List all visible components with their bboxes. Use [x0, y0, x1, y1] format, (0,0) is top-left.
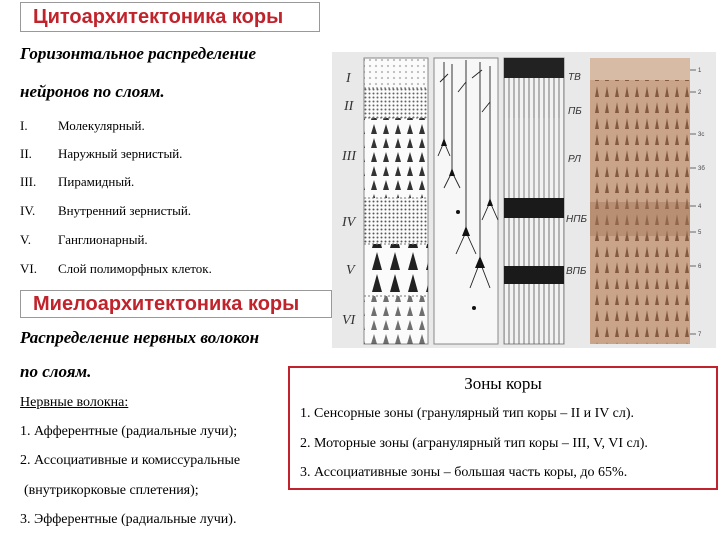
zones-title: Зоны коры	[464, 374, 542, 393]
fiber-item: 2. Ассоциативные и комиссуральные	[20, 453, 241, 468]
stained-section-photo	[590, 58, 690, 344]
myelo-column	[504, 58, 564, 344]
photo-tick: 6	[698, 264, 702, 270]
myelo-label: ВПБ	[566, 266, 587, 277]
layer-name: Пирамидный.	[58, 174, 135, 189]
layer-name: Внутренний зернистый.	[58, 203, 192, 218]
cortex-layers-figure	[332, 52, 716, 348]
zone-item: 1. Сенсорные зоны (гранулярный тип коры – II и IV сл).	[300, 406, 634, 421]
golgi-column	[434, 58, 498, 344]
photo-tick: 7	[698, 332, 702, 338]
myelo-label: НПБ	[566, 214, 587, 225]
roman-label: VI	[342, 313, 356, 328]
layer-name: Ганглионарный.	[58, 232, 148, 247]
layer-name: Наружный зернистый.	[58, 146, 183, 161]
layer-num: IV.	[20, 203, 36, 218]
zones-box	[288, 366, 718, 490]
roman-label: II	[344, 99, 354, 114]
cyto-title: Цитоархитектоника коры	[20, 2, 320, 32]
cortex-illustration	[332, 52, 716, 348]
fibers-heading: Нервные волокна:	[20, 395, 129, 410]
photo-tick: 4	[698, 204, 702, 210]
cyto-subtitle-line2: нейронов по слоям.	[20, 82, 165, 101]
photo-tick: 2	[698, 90, 702, 96]
fiber-item: 1. Афферентные (радиальные лучи);	[20, 424, 238, 439]
photo-tick: 1	[698, 68, 702, 74]
layer-num: I.	[20, 118, 28, 133]
zone-item: 2. Моторные зоны (агранулярный тип коры – III, V, VI сл).	[300, 436, 648, 451]
photo-tick: 5	[698, 230, 702, 236]
layer-name: Слой полиморфных клеток.	[58, 261, 212, 276]
layer-num: II.	[20, 146, 32, 161]
photo-tick: 3c	[698, 132, 705, 138]
fiber-item: 3. Эфферентные (радиальные лучи).	[20, 512, 237, 527]
zone-item: 3. Ассоциативные зоны – большая часть коры, до 65%.	[300, 465, 628, 480]
myelo-label: ТВ	[568, 72, 581, 83]
layer-num: V.	[20, 232, 31, 247]
myelo-subtitle-line1: Распределение нервных волокон	[20, 328, 260, 347]
roman-label: III	[342, 149, 356, 164]
fiber-item: (внутрикорковые сплетения);	[24, 483, 199, 498]
cyto-subtitle-line1: Горизонтальное распределение	[20, 44, 257, 63]
photo-tick: 3б	[698, 166, 705, 172]
roman-label: V	[346, 263, 355, 278]
roman-label: I	[346, 71, 351, 86]
layer-num: III.	[20, 174, 37, 189]
myelo-label: ПБ	[568, 106, 582, 117]
myelo-label: РЛ	[568, 154, 581, 165]
myelo-title: Миелоархитектоника коры	[20, 290, 332, 318]
roman-label: IV	[342, 215, 356, 230]
cyto-column	[364, 58, 428, 344]
layer-num: VI.	[20, 261, 37, 276]
layer-name: Молекулярный.	[58, 118, 145, 133]
myelo-subtitle-line2: по слоям.	[20, 362, 92, 381]
